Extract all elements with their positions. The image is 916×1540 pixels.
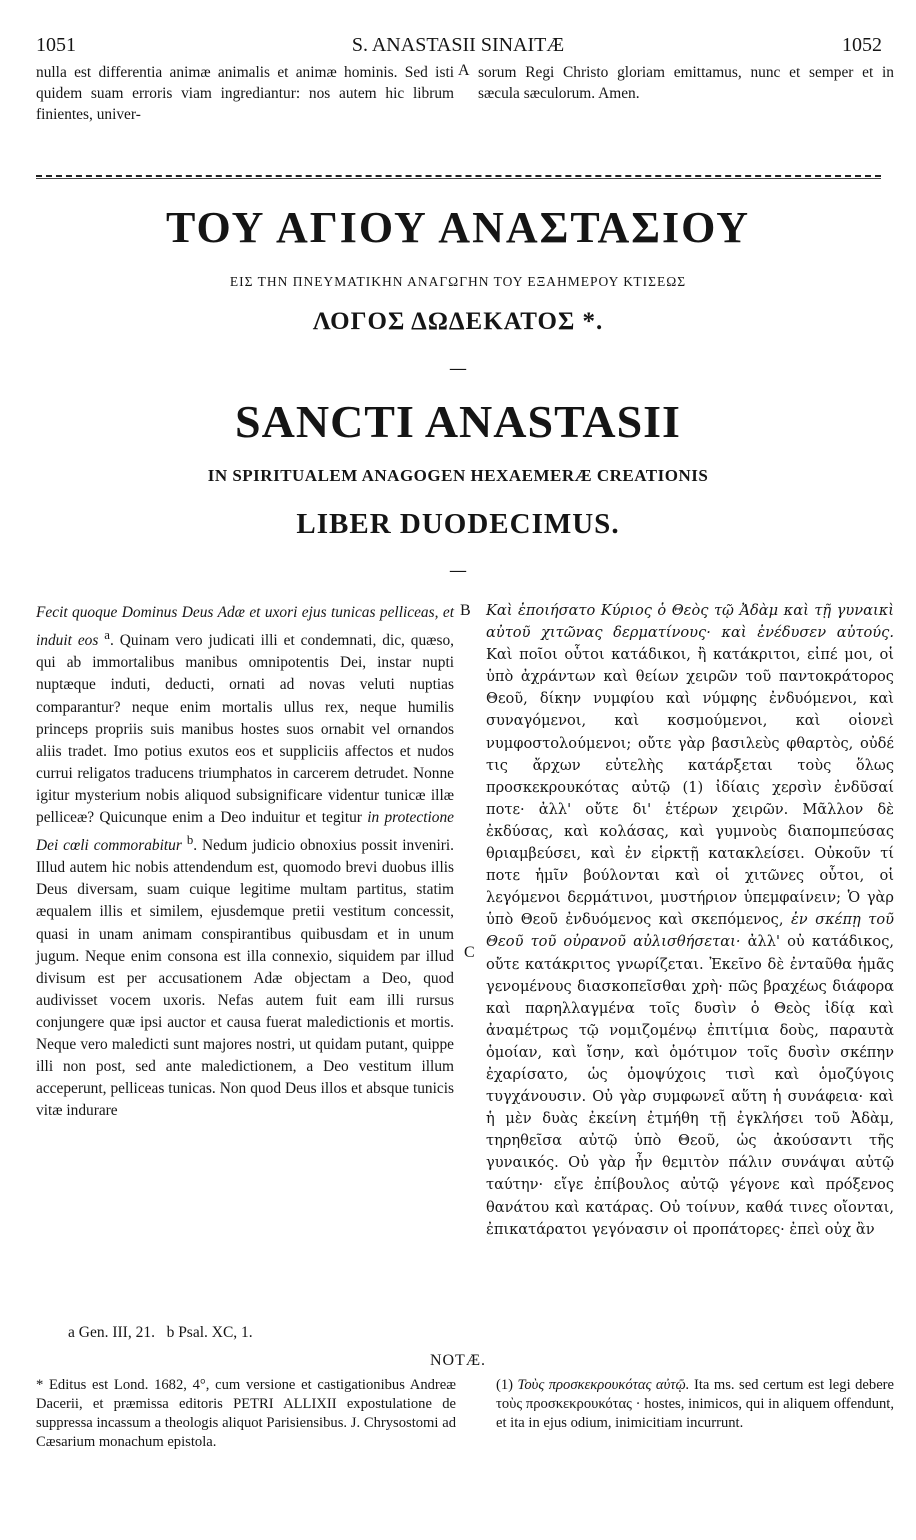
latin-title: SANCTI ANASTASII: [235, 396, 681, 447]
latin-body-column: [36, 602, 454, 1122]
latin-subtitle: IN SPIRITUALEM ANAGOGEN HEXAEMERÆ CREATIONIS: [207, 466, 709, 485]
section-divider: [36, 175, 881, 177]
latin-text-2: . Nedum judicio obnoxius possit inveniri. Illud autem hic nobis attendendum est, quomodo brevi duobus illis Deus diversam, suam cuique legitime multam partitus, statim æqualem illis et similem, ejusdemque pretii vestitum concessit, quasi in unam animam conspirantibus quibusdam et in unum jugum. Neque enim consona est illa connexio, siquidem par illud divisum est per accusationem Adæ objectam a Deo, quod audivisset vocem uxoris. Nefas autem fuit eam illi rursus conjungere quæ ipsi auctor et causa fuerat maledictionis et mortis. Neque vero maledicti sunt majores nostri, ut quidam putant, quippe illi non post, sed ante maledictionem, a Deo vestitum illum acceperunt, pelliceas tunicas. Non quod Deus illos et absque tunicis vitæ indurare: [36, 837, 455, 1120]
latin-psalm-quote: in protectione Dei cœli commorabitur: [36, 808, 454, 855]
section-divider-line: [36, 178, 881, 179]
page-number-left: 1051: [36, 34, 76, 56]
margin-marker-a: A: [458, 62, 470, 79]
latin-liber-heading: LIBER DUODECIMUS.: [296, 508, 620, 540]
greek-scripture-quote: Καὶ ἐποιήσατο Κύριος ὁ Θεὸς τῷ Ἀδὰμ καὶ τῇ γυναικὶ αὐτοῦ χιτῶνας δερματίνους· καὶ ἐνέδυσεν αὐτούς.: [486, 602, 894, 642]
top-left-column: nulla est differentia animæ animalis et animæ hominis. Sed isti quidem suam erroris viam ingrediantur: nos autem hic librum finientes, univer-: [36, 64, 454, 123]
greek-body-column: [486, 600, 894, 1241]
latin-scripture-quote: Fecit quoque Dominus Deus Adæ et uxori ejus tunicas pelliceas, et induit eos: [36, 604, 454, 650]
title-dash-2: —: [449, 560, 467, 581]
greek-text-2: ἀλλ' οὐ κατάδικος, οὔτε κατάκριτος γνωρίζεται. Ἐκεῖνο δὲ ἐνταῦθα ἡμᾶς γενομένους διασκοπεῖσθαι χρὴ· πῶς βραχέως διάφορα καὶ παρηλλαγμένα τοῖς δυσὶν ὁ Θεὸς ἰδίᾳ καὶ ἀναμέτρως τῷ νομιζομένῳ ἐπιτίμια δοὺς, παραυτὰ ὁμοίαν, καὶ ἴσην, καὶ ὁμότιμον τοῖς δυσὶν σκέπην ἐχαρίσατο, ὡς ὁμοψύχοις τισὶ καὶ ὁμοζύγοις τυγχάνουσιν. Οὐ γὰρ συμφωνεῖ αὕτη ἡ συνάφεια· καὶ ἡ μὲν δυὰς ἐκείνη ἐτμήθη τῇ ἐγκλήσει τοῦ Ἀδὰμ, τηρηθεῖσα αὐτῷ ὑπὸ Θεοῦ, ὡς ἀκούσαντι τῆς γυναικός. Οὐ γὰρ ἦν θεμιτὸν πάλιν συνάψαι αὐτῷ ταύτην· εἴγε ἐπίβουλος αὐτῷ γέγονε καὶ πρόξενος θανάτου καὶ κατάρας. Οὐ τοίνυν, καθά τινες οἴονται, ἐπικατάρατοι γεγόνασιν οἱ προπάτορες· ἐπεὶ οὐχ ἂν: [486, 933, 895, 1238]
margin-marker-c: C: [464, 944, 475, 961]
note-1-greek: Τοὺς προσκεκρουκότας αὐτῷ.: [517, 1377, 690, 1393]
footnote-ref-b: b: [186, 833, 194, 848]
notae-heading: NOTÆ.: [429, 1352, 487, 1369]
greek-psalm-quote: ἐν σκέπῃ τοῦ Θεοῦ τοῦ οὐρανοῦ αὐλισθήσεται·: [486, 911, 894, 951]
running-title: S. ANASTASII SINAITÆ: [351, 34, 565, 56]
margin-marker-b: B: [460, 602, 471, 619]
page-number-right: 1052: [842, 34, 882, 56]
note-1-label: (1): [496, 1377, 518, 1393]
note-1: [496, 1376, 894, 1433]
scripture-footnotes: a Gen. III, 21. b Psal. XC, 1.: [68, 1324, 253, 1341]
latin-text-1: . Quinam vero judicati illi et condemnati, dic, quæso, qui ab immortalibus manibus omnipotentis Dei, instar nupti nuptæque induti, deducti, ornati ad novas veluti nuptias comparantur? neque enim mortalis ullus rex, neque humilis princeps propriis suis manibus hostes suos ornabit vel ornandos aliis tradet. Imo potius exutos eos et suppliciis affectos et nudos currui religatos traducens triumphatos in carcerem detrudet. Nonne igitur mysterium nobis aliquod subsignificare videntur tunicæ illæ pelliceæ? Quicunque enim a Deo induitur et tegitur: [36, 632, 454, 826]
footnote-ref-a: a: [104, 628, 110, 643]
note-1-text: Ita ms. sed certum est legi debere τοὺς προσκεκρουκότας · hostes, inimicos, qui in aliquem offendunt, et ita in ejus odium, inimicitiam incurrunt.: [496, 1377, 895, 1431]
note-star: * Editus est Lond. 1682, 4°, cum versione et castigationibus Andreæ Dacerii, et præmissa editoris PETRI ALLIXII expostulatione de suppressa incassum a theologis aliquot Parisiensibus. J. Chrysostomi ad Cæsarium monachum epistola.: [36, 1377, 456, 1450]
greek-subtitle: ΕΙΣ ΤΗΝ ΠΝΕΥΜΑΤΙΚΗΝ ΑΝΑΓΩΓΗΝ ΤΟΥ ΕΞΑΗΜΕΡΟΥ ΚΤΙΣΕΩΣ: [229, 274, 687, 289]
greek-title: ΤΟΥ ΑΓΙΟΥ ΑΝΑΣΤΑΣΙΟΥ: [165, 203, 750, 252]
title-dash: —: [449, 358, 467, 379]
top-right-column: sorum Regi Christo gloriam emittamus, nunc et semper et in sæcula sæculorum. Amen.: [478, 64, 894, 102]
greek-text-1: Καὶ ποῖοι οὗτοι κατάδικοι, ἢ κατάκριτοι, εἰπέ μοι, οἱ ὑπὸ ἀχράντων καὶ θείων χειρῶν τοῦ παντοκράτορος Θεοῦ, δίκην νυμφίου καὶ νύμφης ἐνδυόμενοι, καὶ συναγόμενοι, καὶ κοσμούμενοι, καὶ οἱονεὶ νυμφοστολούμενοι; οὔτε γὰρ βασιλεὺς φθαρτὸς, οὐδέ τις ἄρχων εὐτελὴς κατάρξεται τοὺς ὅλως προσκεκρουκότας αὐτῷ (1) ἰδίαις χερσὶν ἐνδῦσαί ποτε· ἀλλ' οὔτε δι' ἑτέρων χειρῶν. Μᾶλλον δὲ ἐκδύσας, καὶ κολάσας, καὶ γυμνοὺς διαπομπεύσας θριαμβεύσει, καὶ ἐν εἱρκτῇ κατακλείσει. Οὐκοῦν τί ποτε ἡμῖν βούλονται καὶ οἱ χιτῶνες οὗτοι, οἱ λεγόμενοι δερμάτινοι, μυστήριον ὑπεμφαίνειν; Ὁ γὰρ ὑπὸ Θεοῦ ἐνδυόμενος καὶ σκεπόμενος,: [486, 646, 894, 929]
greek-logos-heading: ΛΟΓΟΣ ΔΩΔΕΚΑΤΟΣ *.: [312, 308, 604, 335]
